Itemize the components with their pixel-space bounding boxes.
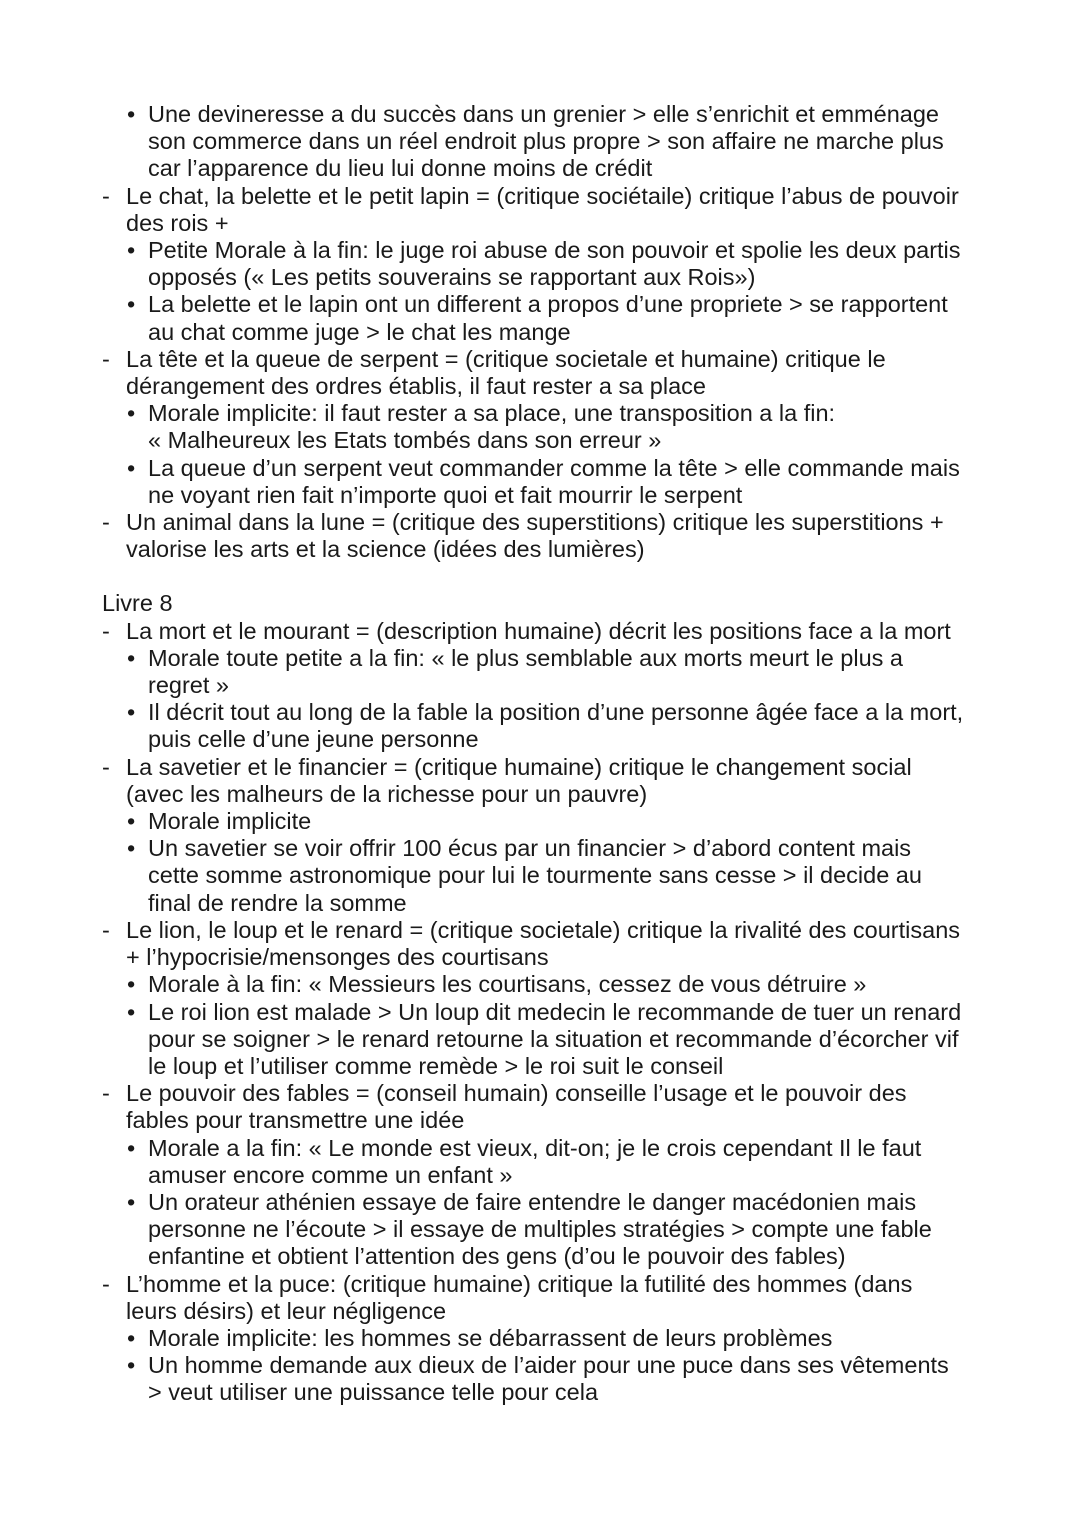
text-line: - La mort et le mourant = (description humaine) décrit les positions face a la mort: [126, 617, 951, 644]
bullet-point: [102, 971, 1020, 998]
text-line: cette somme astronomique pour lui le tourmente sans cesse > il decide au: [148, 862, 922, 889]
text-line: le loup et l’utiliser comme remède > le roi suit le conseil: [148, 1052, 724, 1079]
fable-entry: [102, 1080, 1020, 1134]
bullet-point: [102, 808, 1020, 835]
text-line: au chat comme juge > le chat les mange: [148, 318, 571, 345]
bullet-point: [102, 237, 1020, 291]
text-line: • Un homme demande aux dieux de l’aider pour une puce dans ses vêtements: [148, 1352, 949, 1379]
bullet-point: [102, 645, 1020, 699]
text-line: • Morale a la fin: « Le monde est vieux, dit-on; je le crois cependant Il le faut: [148, 1134, 922, 1161]
text-line: son commerce dans un réel endroit plus propre > son affaire ne marche plus: [148, 128, 944, 155]
text-line: dérangement des ordres établis, il faut rester a sa place: [126, 373, 706, 400]
text-line: • Un savetier se voir offrir 100 écus par un financier > d’abord content mais: [148, 835, 912, 862]
fable-entry: [102, 917, 1020, 971]
text-line: opposés (« Les petits souverains se rapportant aux Rois»): [148, 264, 756, 291]
text-line: • Petite Morale à la fin: le juge roi abuse de son pouvoir et spolie les deux partis: [148, 237, 961, 264]
bullet-point: [102, 699, 1020, 753]
bullet-point: [102, 1135, 1020, 1189]
text-line: • La queue d’un serpent veut commander comme la tête > elle commande mais: [148, 454, 960, 481]
text-line: • Morale implicite: les hommes se débarrassent de leurs problèmes: [148, 1324, 833, 1351]
bullet-point: [102, 455, 1020, 509]
text-line: regret »: [148, 672, 229, 699]
bullet-point: [102, 1325, 1020, 1352]
bullet-point: [102, 400, 1020, 454]
text-line: - Le pouvoir des fables = (conseil humain) conseille l’usage et le pouvoir des: [126, 1080, 907, 1107]
text-line: • Une devineresse a du succès dans un grenier > elle s’enrichit et emménage: [148, 101, 939, 127]
text-line: - La savetier et le financier = (critique humaine) critique le changement social: [126, 753, 912, 780]
fable-list-livre-8: [102, 618, 1020, 1407]
text-line: • Le roi lion est malade > Un loup dit medecin le recommande de tuer un renard: [148, 998, 962, 1025]
text-line: amuser encore comme un enfant »: [148, 1161, 513, 1188]
fable-list-livre-7: [102, 183, 1020, 564]
bullet-point: [102, 101, 1020, 183]
text-line: valorise les arts et la science (idées des lumières): [126, 536, 645, 563]
text-line: - Le lion, le loup et le renard = (critique societale) critique la rivalité des courtisans: [126, 916, 961, 943]
fable-entry: [102, 754, 1020, 808]
bullet-point: [102, 291, 1020, 345]
text-line: « Malheureux les Etats tombés dans son erreur »: [148, 427, 662, 454]
text-line: fables pour transmettre une idée: [126, 1107, 465, 1134]
text-line: - La tête et la queue de serpent = (critique societale et humaine) critique le: [126, 345, 886, 372]
text-line: des rois +: [126, 209, 229, 236]
text-line: • Il décrit tout au long de la fable la position d’une personne âgée face a la mort,: [148, 699, 964, 726]
text-line: pour se soigner > le renard retourne la situation et recommande d’écorcher vif: [148, 1025, 959, 1052]
fable-entry: [102, 183, 1020, 237]
text-line: ne voyant rien fait n’importe quoi et fait mourrir le serpent: [148, 481, 743, 508]
text-line: (avec les malheurs de la richesse pour un pauvre): [126, 780, 648, 807]
section-title-livre-8: Livre 8: [102, 590, 173, 617]
text-line: - L’homme et la puce: (critique humaine) critique la futilité des hommes (dans: [126, 1270, 913, 1297]
bullet-point: [102, 1189, 1020, 1271]
fable-entry: [102, 1271, 1020, 1325]
text-line: + l’hypocrisie/mensonges des courtisans: [126, 944, 549, 971]
text-line: car l’apparence du lieu lui donne moins de crédit: [148, 155, 653, 182]
intro-bullets: [102, 101, 1020, 183]
text-line: • Morale implicite: il faut rester a sa place, une transposition a la fin:: [148, 400, 836, 427]
text-line: • Morale implicite: [148, 808, 312, 835]
bullet-point: [102, 1352, 1020, 1406]
text-line: - Le chat, la belette et le petit lapin = (critique sociétaile) critique l’abus de pouvoir: [126, 182, 959, 209]
text-line: final de rendre la somme: [148, 889, 407, 916]
bullet-point: [102, 835, 1020, 917]
text-line: • Morale toute petite a la fin: « le plus semblable aux morts meurt le plus a: [148, 644, 903, 671]
text-line: puis celle d’une jeune personne: [148, 726, 479, 753]
fable-entry: [102, 509, 1020, 563]
text-line: enfantine et obtient l’attention des gens (d’ou le pouvoir des fables): [148, 1243, 846, 1270]
text-line: personne ne l’écoute > il essaye de multiples stratégies > compte une fable: [148, 1216, 932, 1243]
text-line: - Un animal dans la lune = (critique des superstitions) critique les superstitions +: [126, 509, 944, 536]
text-line: leurs désirs) et leur négligence: [126, 1297, 447, 1324]
text-line: • Morale à la fin: « Messieurs les courtisans, cessez de vous détruire »: [148, 971, 867, 998]
text-line: • La belette et le lapin ont un different a propos d’une propriete > se rapportent: [148, 291, 948, 318]
bullet-point: [102, 999, 1020, 1081]
text-line: • Un orateur athénien essaye de faire entendre le danger macédonien mais: [148, 1188, 917, 1215]
fable-entry: [102, 346, 1020, 400]
text-line: > veut utiliser une puissance telle pour cela: [148, 1379, 599, 1406]
fable-entry: [102, 618, 1020, 645]
